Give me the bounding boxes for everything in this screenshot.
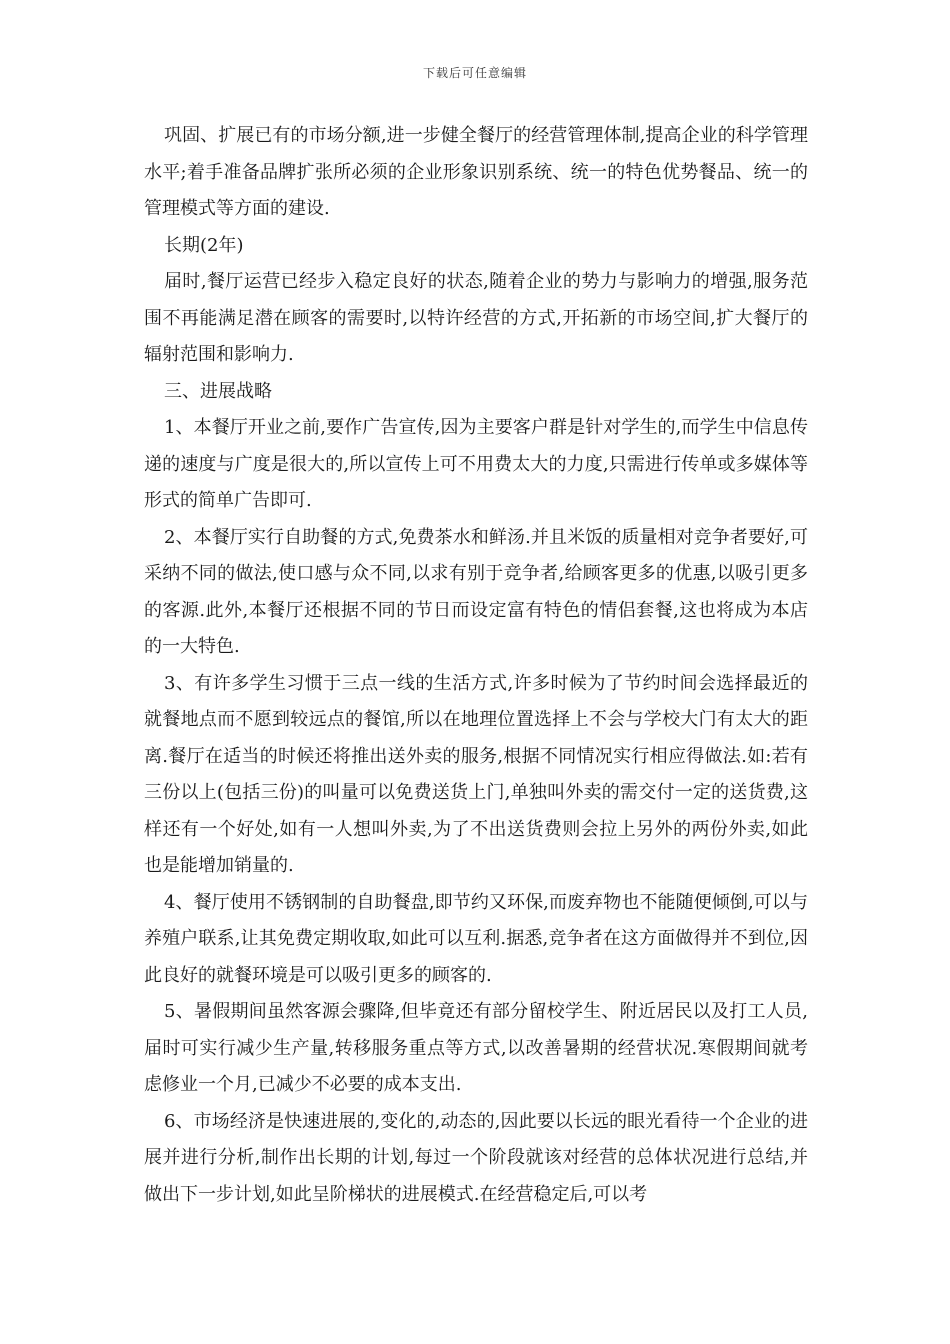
paragraph-strategy-5: 5、暑假期间虽然客源会骤降,但毕竟还有部分留校学生、附近居民以及打工人员,届时可实行减少生产量,转移服务重点等方式,以改善暑期的经营状况.寒假期间就考虑修业一个月,已减少不必要的成本支出. (144, 1001, 808, 1095)
paragraph-consolidate: 巩固、扩展已有的市场分额,进一步健全餐厅的经营管理体制,提高企业的科学管理水平;着手准备品牌扩张所必须的企业形象识别系统、统一的特色优势餐品、统一的管理模式等方面的建设. (144, 125, 808, 219)
document-body (144, 118, 808, 1213)
paragraph-strategy-1: 1、本餐厅开业之前,要作广告宣传,因为主要客户群是针对学生的,而学生中信息传递的速度与广度是很大的,所以宣传上可不用费太大的力度,只需进行传单或多媒体等形式的简单广告即可. (144, 417, 808, 511)
paragraph-strategy-6: 6、市场经济是快速进展的,变化的,动态的,因此要以长远的眼光看待一个企业的进展并进行分析,制作出长期的计划,每过一个阶段就该对经营的总体状况进行总结,并做出下一步计划,如此呈阶梯状的进展模式.在经营稳定后,可以考 (144, 1110, 808, 1205)
heading-long-term: 长期(2年) (164, 234, 244, 256)
paragraph-strategy-4: 4、餐厅使用不锈钢制的自助餐盘,即节约又环保,而废弃物也不能随便倾倒,可以与养殖户联系,让其免费定期收取,如此可以互利.据悉,竞争者在这方面做得并不到位,因此良好的就餐环境是可以吸引更多的顾客的. (144, 891, 808, 986)
page-header: 下载后可任意编辑 (422, 66, 527, 80)
paragraph-strategy-2: 2、本餐厅实行自助餐的方式,免费茶水和鲜汤.并且米饭的质量相对竞争者要好,可采纳不同的做法,使口感与众不同,以求有别于竞争者,给顾客更多的优惠,以吸引更多的客源.此外,本餐厅还根据不同的节日而设定富有特色的情侣套餐,这也将成为本店的一大特色. (144, 526, 808, 657)
heading-strategy: 三、进展战略 (164, 380, 272, 402)
paragraph-strategy-3: 3、有许多学生习惯于三点一线的生活方式,许多时候为了节约时间会选择最近的就餐地点而不愿到较远点的餐馆,所以在地理位置选择上不会与学校大门有太大的距离.餐厅在适当的时候还将推出送外卖的服务,根据不同情况实行相应得做法.如:若有三份以上(包括三份)的叫量可以免费送货上门,单独叫外卖的需交付一定的送货费,这样还有一个好处,如有一人想叫外卖,为了不出送货费则会拉上另外的两份外卖,如此也是能增加销量的. (144, 672, 808, 876)
paragraph-long-term: 届时,餐厅运营已经步入稳定良好的状态,随着企业的势力与影响力的增强,服务范围不再能满足潜在顾客的需要时,以特许经营的方式,开拓新的市场空间,扩大餐厅的辐射范围和影响力. (144, 271, 808, 365)
